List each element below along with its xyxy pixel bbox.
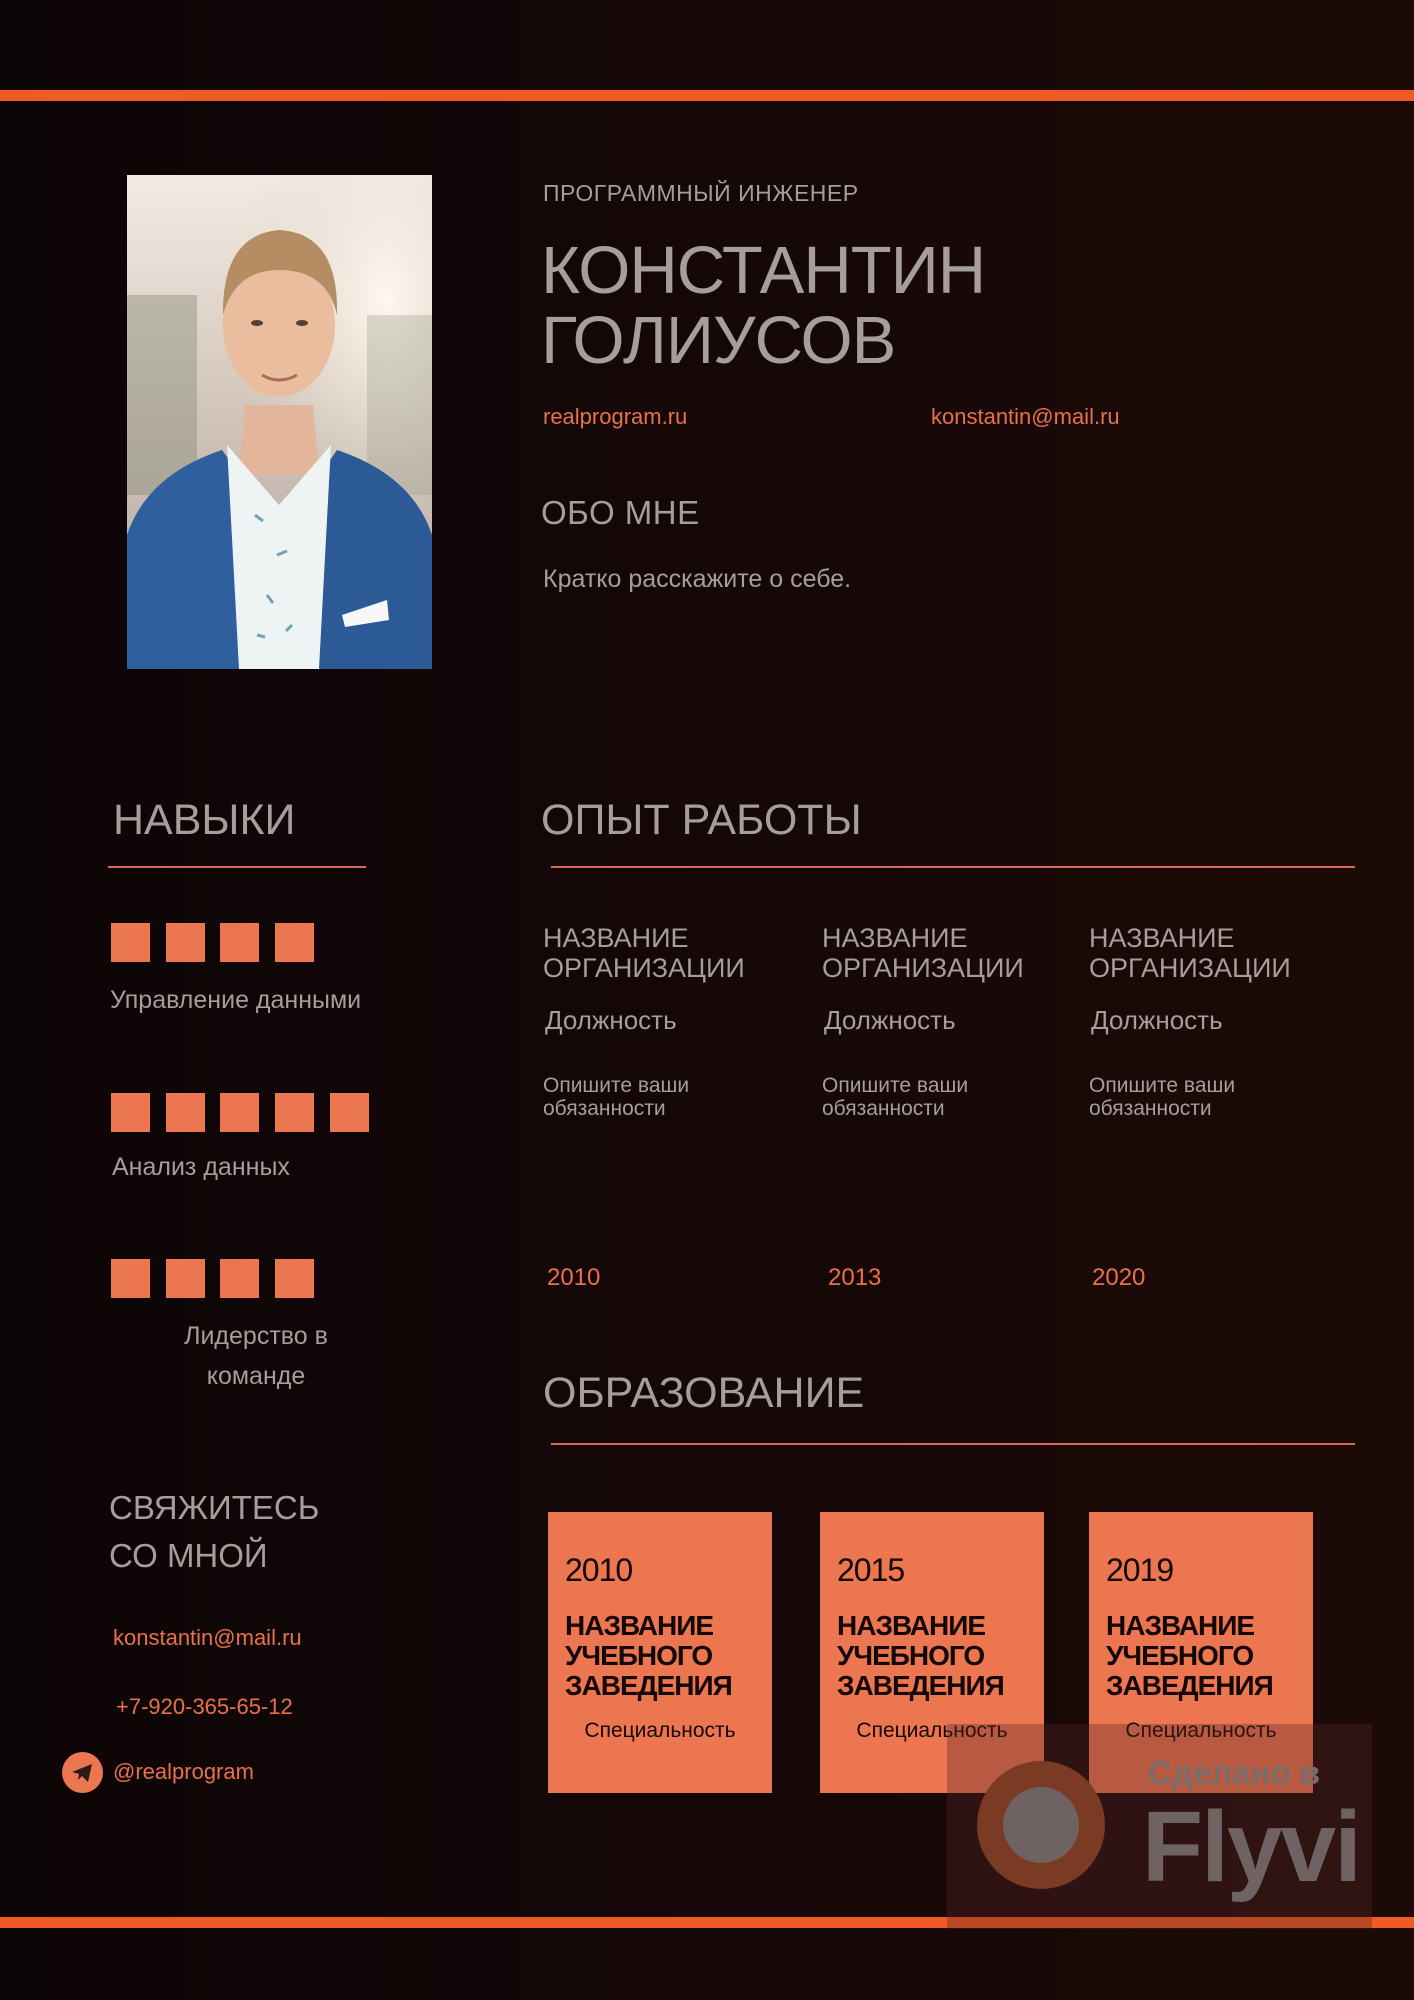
skill-level-square bbox=[166, 1259, 205, 1298]
org-line: НАЗВАНИЕ bbox=[1089, 923, 1235, 953]
name-line-2: ГОЛИУСОВ bbox=[541, 303, 896, 378]
telegram-icon[interactable] bbox=[62, 1752, 103, 1793]
skill-level-square bbox=[111, 1259, 150, 1298]
education-institution bbox=[837, 1611, 1037, 1701]
desc-line: обязанности bbox=[822, 1097, 945, 1120]
institution-line: НАЗВАНИЕ bbox=[837, 1610, 986, 1641]
job-organization bbox=[822, 923, 1082, 983]
institution-line: ЗАВЕДЕНИЯ bbox=[1106, 1670, 1273, 1701]
skill-level-square bbox=[275, 1259, 314, 1298]
skill-level-square bbox=[111, 1093, 150, 1132]
job-year: 2013 bbox=[828, 1264, 882, 1291]
org-line: ОРГАНИЗАЦИИ bbox=[1089, 953, 1291, 983]
job-position: Должность bbox=[545, 1005, 677, 1035]
contact-phone-link[interactable]: +7-920-365-65-12 bbox=[116, 1694, 293, 1719]
education-specialty: Специальность bbox=[1125, 1719, 1277, 1742]
flyvi-watermark[interactable] bbox=[947, 1724, 1372, 1929]
desc-line: Опишите ваши bbox=[543, 1074, 690, 1097]
institution-line: ЗАВЕДЕНИЯ bbox=[837, 1670, 1004, 1701]
flyvi-logo-inner bbox=[1003, 1787, 1079, 1863]
desc-line: Опишите ваши bbox=[822, 1074, 969, 1097]
job-description bbox=[543, 1074, 763, 1120]
experience-divider bbox=[551, 866, 1355, 868]
contact-heading-line: СО МНОЙ bbox=[109, 1537, 268, 1574]
education-specialty: Специальность bbox=[856, 1719, 1008, 1742]
org-line: ОРГАНИЗАЦИИ bbox=[822, 953, 1024, 983]
education-year: 2010 bbox=[565, 1552, 633, 1588]
institution-line: НАЗВАНИЕ bbox=[565, 1610, 714, 1641]
job-year: 2020 bbox=[1092, 1264, 1146, 1291]
skill-level-square bbox=[330, 1093, 369, 1132]
website-link[interactable]: realprogram.ru bbox=[543, 404, 688, 429]
skill-level-square bbox=[166, 1093, 205, 1132]
skill-label: Анализ данных bbox=[112, 1153, 290, 1181]
education-card bbox=[548, 1512, 772, 1793]
skill-level-square bbox=[275, 923, 314, 962]
skill-level-square bbox=[111, 923, 150, 962]
org-line: ОРГАНИЗАЦИИ bbox=[543, 953, 745, 983]
org-line: НАЗВАНИЕ bbox=[822, 923, 968, 953]
skills-divider bbox=[108, 866, 366, 868]
skill-level-square bbox=[220, 923, 259, 962]
portrait-image bbox=[127, 175, 432, 669]
education-institution bbox=[1106, 1611, 1306, 1701]
job-organization bbox=[543, 923, 803, 983]
skill-label: Управление данными bbox=[110, 986, 362, 1014]
flyvi-logo-ring bbox=[977, 1761, 1105, 1889]
header-email-link[interactable]: konstantin@mail.ru bbox=[931, 404, 1120, 429]
desc-line: Опишите ваши bbox=[1089, 1074, 1236, 1097]
skill-label bbox=[110, 1316, 402, 1396]
about-heading: ОБО МНЕ bbox=[541, 494, 700, 531]
education-divider bbox=[551, 1443, 1355, 1445]
job-organization bbox=[1089, 923, 1349, 983]
education-year: 2015 bbox=[837, 1552, 905, 1588]
name-line-1: КОНСТАНТИН bbox=[541, 233, 986, 308]
contact-heading-line: СВЯЖИТЕСЬ bbox=[109, 1489, 320, 1526]
org-line: НАЗВАНИЕ bbox=[543, 923, 689, 953]
job-description bbox=[1089, 1074, 1309, 1120]
education-institution bbox=[565, 1611, 765, 1701]
education-specialty: Специальность bbox=[584, 1719, 736, 1742]
watermark-brand: Flyvi bbox=[1142, 1791, 1360, 1903]
experience-heading: ОПЫТ РАБОТЫ bbox=[541, 796, 862, 844]
contact-heading bbox=[109, 1484, 319, 1580]
skill-label-line: Лидерство в bbox=[184, 1322, 328, 1350]
institution-line: УЧЕБНОГО bbox=[1106, 1640, 1254, 1671]
job-year: 2010 bbox=[547, 1264, 601, 1291]
institution-line: НАЗВАНИЕ bbox=[1106, 1610, 1255, 1641]
job-description bbox=[822, 1074, 1042, 1120]
skill-level-square bbox=[275, 1093, 314, 1132]
contact-email-link[interactable]: konstantin@mail.ru bbox=[113, 1625, 302, 1650]
desc-line: обязанности bbox=[543, 1097, 666, 1120]
skills-heading: НАВЫКИ bbox=[113, 796, 296, 844]
skill-level-square bbox=[166, 923, 205, 962]
desc-line: обязанности bbox=[1089, 1097, 1212, 1120]
skill-level-square bbox=[220, 1093, 259, 1132]
profile-photo bbox=[127, 175, 432, 669]
institution-line: УЧЕБНОГО bbox=[837, 1640, 985, 1671]
top-accent-stripe bbox=[0, 90, 1414, 101]
institution-line: УЧЕБНОГО bbox=[565, 1640, 713, 1671]
education-year: 2019 bbox=[1106, 1552, 1174, 1588]
skill-level-square bbox=[220, 1259, 259, 1298]
paper-plane-icon bbox=[62, 1752, 103, 1793]
job-position: Должность bbox=[824, 1005, 956, 1035]
institution-line: ЗАВЕДЕНИЯ bbox=[565, 1670, 732, 1701]
telegram-handle-link[interactable]: @realprogram bbox=[113, 1759, 254, 1784]
skill-label-line: команде bbox=[206, 1362, 306, 1390]
job-title: ПРОГРАММНЫЙ ИНЖЕНЕР bbox=[543, 180, 859, 206]
about-text: Кратко расскажите о себе. bbox=[543, 565, 852, 593]
job-position: Должность bbox=[1091, 1005, 1223, 1035]
watermark-caption: Сделано в bbox=[1148, 1754, 1320, 1791]
education-heading: ОБРАЗОВАНИЕ bbox=[543, 1369, 865, 1417]
